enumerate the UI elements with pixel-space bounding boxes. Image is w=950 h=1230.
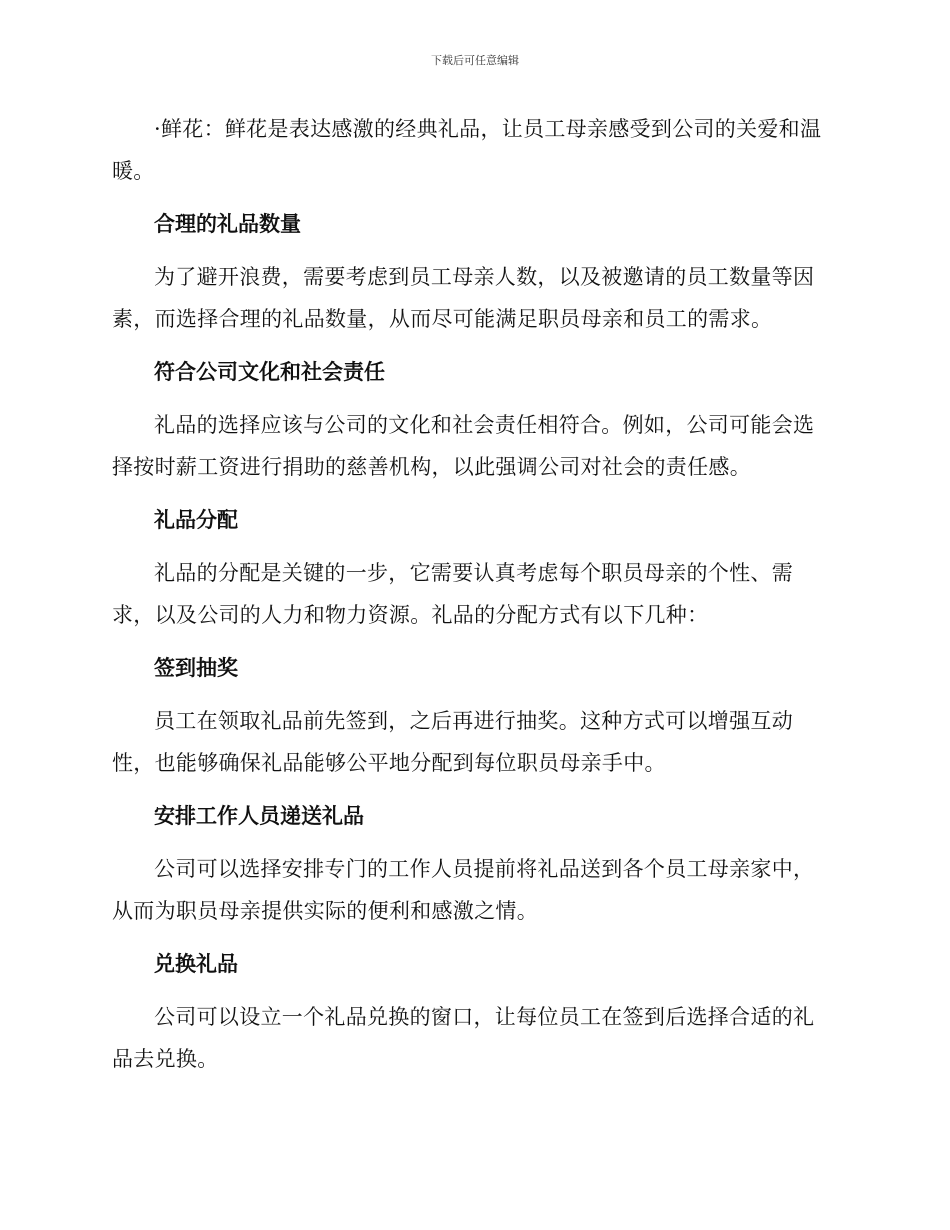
- paragraph-gift-distribution: 礼品的分配是关键的一步，它需要认真考虑每个职员母亲的个性、需求，以及公司的人力和物力资源。礼品的分配方式有以下几种：: [112, 561, 793, 627]
- heading-gift-exchange: 兑换礼品: [154, 952, 238, 976]
- document-body: [112, 108, 832, 1080]
- paragraph-gift-exchange: 公司可以设立一个礼品兑换的窗口，让每位员工在签到后选择合适的礼品去兑换。: [112, 1005, 815, 1071]
- heading-sign-in-lottery: 签到抽奖: [154, 656, 238, 680]
- heading-gift-quantity: 合理的礼品数量: [154, 212, 301, 236]
- heading-company-culture: 符合公司文化和社会责任: [154, 360, 385, 384]
- page-header: 下载后可任意编辑: [431, 54, 519, 67]
- heading-gift-distribution: 礼品分配: [154, 508, 238, 532]
- paragraph-staff-delivery: 公司可以选择安排专门的工作人员提前将礼品送到各个员工母亲家中，从而为职员母亲提供实际的便利和感激之情。: [112, 857, 815, 923]
- paragraph-sign-in-lottery: 员工在领取礼品前先签到，之后再进行抽奖。这种方式可以增强互动性，也能够确保礼品能够公平地分配到每位职员母亲手中。: [112, 709, 793, 775]
- paragraph-flowers: ·鲜花：鲜花是表达感激的经典礼品，让员工母亲感受到公司的关爱和温暖。: [112, 117, 822, 183]
- heading-staff-delivery: 安排工作人员递送礼品: [154, 804, 364, 828]
- paragraph-gift-quantity: 为了避开浪费，需要考虑到员工母亲人数，以及被邀请的员工数量等因素，而选择合理的礼品数量，从而尽可能满足职员母亲和员工的需求。: [112, 265, 815, 331]
- paragraph-company-culture: 礼品的选择应该与公司的文化和社会责任相符合。例如，公司可能会选择按时薪工资进行捐助的慈善机构，以此强调公司对社会的责任感。: [112, 413, 815, 479]
